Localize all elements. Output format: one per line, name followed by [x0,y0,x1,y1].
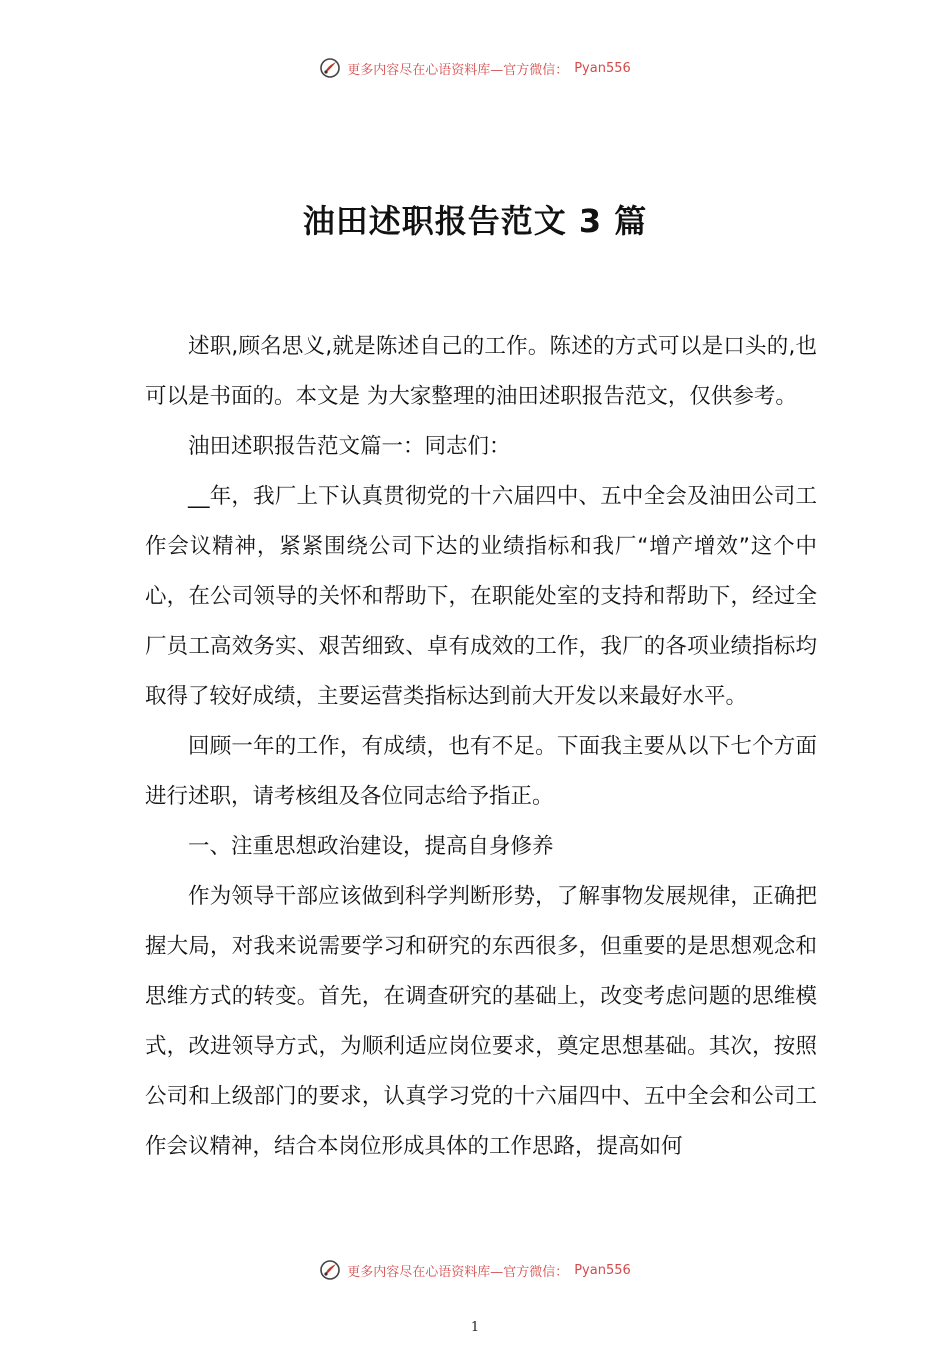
document-body [145,322,817,1172]
document-title: 油田述职报告范文 3 篇 [302,202,648,240]
brush-logo-icon [319,57,341,79]
watermark-wechat-id: Pyan556 [574,1262,631,1278]
watermark-text: 更多内容尽在心语资料库—官方微信： [347,1264,569,1280]
footer-watermark [0,1256,950,1284]
paragraph: __年，我厂上下认真贯彻党的十六届四中、五中全会及油田公司工作会议精神，紧紧围绕公司下达的业绩指标和我厂“增产增效”这个中心，在公司领导的关怀和帮助下，在职能处室的支持和帮助下，经过全厂员工高效务实、艰苦细致、卓有成效的工作，我厂的各项业绩指标均取得了较好成绩，主要运营类指标达到前大开发以来最好水平。 [145,484,817,709]
brush-logo-icon [319,1259,341,1281]
paragraph: 油田述职报告范文篇一：同志们： [188,434,511,459]
watermark-text: 更多内容尽在心语资料库—官方微信： [347,62,569,78]
paragraph: 述职,顾名思义,就是陈述自己的工作。陈述的方式可以是口头的,也可以是书面的。本文是 为大家整理的油田述职报告范文，仅供参考。 [145,334,817,409]
page-number: 1 [470,1320,480,1335]
watermark-wechat-id: Pyan556 [574,60,631,76]
paragraph: 作为领导干部应该做到科学判断形势，了解事物发展规律，正确把握大局，对我来说需要学习和研究的东西很多，但重要的是思想观念和思维方式的转变。首先，在调查研究的基础上，改变考虑问题的思维模式，改进领导方式，为顺利适应岗位要求，奠定思想基础。其次，按照公司和上级部门的要求，认真学习党的十六届四中、五中全会和公司工作会议精神，结合本岗位形成具体的工作思路，提高如何 [145,884,817,1159]
header-watermark [0,54,950,82]
paragraph: 回顾一年的工作，有成绩，也有不足。下面我主要从以下七个方面进行述职，请考核组及各位同志给予指正。 [145,734,817,809]
section-heading: 一、注重思想政治建设，提高自身修养 [188,834,554,859]
